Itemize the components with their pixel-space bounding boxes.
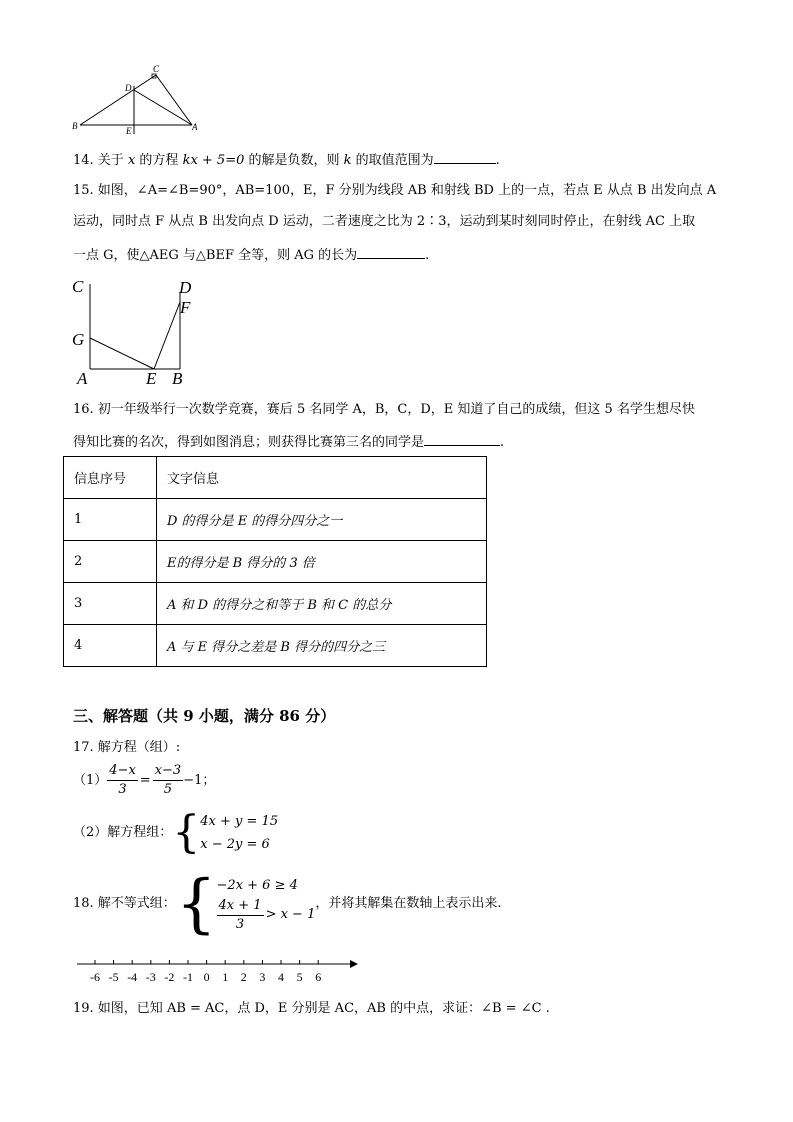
q14-mid: 的方程 <box>135 153 183 168</box>
q17-part2-label: （2）解方程组： <box>73 825 173 840</box>
number-line-tick-label: -6 <box>90 970 100 984</box>
q14-post2: 的取值范围为 <box>351 153 434 168</box>
segment-BC <box>80 75 156 125</box>
fraction-numerator: 4−x <box>107 762 138 781</box>
table-row <box>64 541 487 583</box>
table-cell: D 的得分是 E 的得分四分之一 <box>157 499 487 541</box>
q17-part1 <box>73 762 215 799</box>
q14-triangle-figure <box>68 62 208 140</box>
segment-GE <box>90 338 154 369</box>
number-line-tick-label: 1 <box>222 970 229 984</box>
inequality-2 <box>217 897 316 934</box>
q14-var-x: x <box>127 153 136 168</box>
number-line-tick-label: 6 <box>315 970 322 984</box>
number-line-tick-label: 5 <box>296 970 303 984</box>
label-E: E <box>126 126 132 136</box>
q17-fraction-2 <box>153 762 184 799</box>
equation-system <box>200 810 278 856</box>
inequality-1: −2x + 6 ≥ 4 <box>216 877 298 893</box>
table-row <box>64 583 487 625</box>
section-3-heading: 三、解答题（共 9 小题，满分 86 分） <box>73 707 336 725</box>
number-line-arrow <box>350 960 358 968</box>
equals-sign: = <box>139 772 151 788</box>
q16-line2-text: 得知比赛的名次，得到如图消息；则获得比赛第三名的同学是 <box>73 435 425 450</box>
q16-line1: 16. 初一年级举行一次数学竞赛，赛后 5 名同学 A，B，C，D，E 知道了自己的成绩，但这 5 名学生想尽快 <box>73 402 695 417</box>
label-B: B <box>172 369 183 388</box>
fraction-denominator: 3 <box>235 916 245 932</box>
q14-var-k: k <box>343 153 352 168</box>
q17-part2 <box>73 807 279 858</box>
q15-line3 <box>73 246 429 264</box>
q15-line1: 15. 如图，∠A=∠B=90°，AB=100，E，F 分别为线段 AB 和射线 BD 上的一点，若点 E 从点 B 出发向点 A <box>73 183 717 198</box>
q15-line2: 运动，同时点 F 从点 B 出发向点 D 运动，二者速度之比为 2∶3，运动到某时刻同时停止，在射线 AC 上取 <box>73 214 696 229</box>
q17-part1-tail: −1； <box>183 772 216 788</box>
table-row <box>64 625 487 667</box>
q14-answer-blank[interactable] <box>434 151 496 164</box>
label-C: C <box>153 64 160 74</box>
label-G: G <box>72 330 85 349</box>
fraction-numerator: 4x + 1 <box>217 897 264 916</box>
label-E: E <box>146 369 157 388</box>
q15-end: . <box>425 248 430 263</box>
number-line-tick-label: 4 <box>278 970 284 984</box>
segment-CA <box>156 75 192 125</box>
number-line-tick-label: -5 <box>108 970 119 984</box>
left-brace: { <box>175 867 217 941</box>
q18-fraction <box>217 897 264 934</box>
q16-answer-blank[interactable] <box>424 433 500 446</box>
q18 <box>73 867 502 941</box>
fraction-denominator: 3 <box>118 782 127 797</box>
q14-post: 的解是负数，则 <box>244 153 344 168</box>
table-row <box>64 499 487 541</box>
inequality-system <box>217 875 316 934</box>
label-D: D <box>125 83 132 93</box>
q16-end: . <box>500 435 505 450</box>
q16-line2 <box>73 433 504 451</box>
label-D: D <box>179 278 192 297</box>
q15-answer-blank[interactable] <box>357 246 425 259</box>
q14-pre: 14. 关于 <box>73 153 128 168</box>
system-equation-1: 4x + y = 15 <box>200 814 279 829</box>
segment-EF <box>154 302 180 369</box>
q18-tail: ，并将其解集在数轴上表示出来. <box>315 896 502 911</box>
table-cell: A 和 D 的得分之和等于 B 和 C 的总分 <box>157 583 487 625</box>
q15-figure <box>68 272 208 392</box>
table-cell: 3 <box>64 583 157 625</box>
segment-DA <box>134 90 192 125</box>
q17-part1-label: （1） <box>73 772 108 788</box>
number-line-tick-label: -4 <box>127 970 138 984</box>
q19-text: 19. 如图，已知 AB = AC，点 D，E 分别是 AC，AB 的中点，求证：∠B = ∠C . <box>73 1001 550 1016</box>
label-A: A <box>192 122 198 132</box>
number-line-tick-label: 2 <box>240 970 247 984</box>
label-B: B <box>72 121 78 131</box>
number-line-tick-label: 0 <box>203 970 210 984</box>
q17-fraction-1 <box>107 762 138 799</box>
number-line-tick-label: -1 <box>183 970 193 984</box>
q14-end: . <box>495 153 500 168</box>
q14-equation: kx + 5=0 <box>182 153 245 168</box>
table-header-cell: 文字信息 <box>157 457 487 499</box>
left-brace: { <box>172 807 201 858</box>
table-cell: 1 <box>64 499 157 541</box>
label-F: F <box>180 298 191 317</box>
number-line-tick-label: -3 <box>145 970 156 984</box>
label-C: C <box>72 277 84 296</box>
table-header-row <box>64 457 487 499</box>
table-cell: E的得分是 B 得分的 3 倍 <box>157 541 487 583</box>
q14-text <box>73 151 500 169</box>
q17-title: 17. 解方程（组）: <box>73 740 181 755</box>
label-A: A <box>77 369 88 388</box>
fraction-numerator: x−3 <box>153 762 184 781</box>
fraction-denominator: 5 <box>163 782 173 797</box>
inequality-2-rhs: > x − 1 <box>265 907 316 922</box>
info-table <box>63 456 487 667</box>
q15-line3-text: 一点 G，使△AEG 与△BEF 全等，则 AG 的长为 <box>73 248 358 263</box>
system-equation-2: x − 2y = 6 <box>200 837 270 852</box>
table-cell: A 与 E 得分之差是 B 得分的四分之三 <box>157 625 487 667</box>
number-line-tick-label: 3 <box>259 970 266 984</box>
table-header-cell: 信息序号 <box>64 457 157 499</box>
table-cell: 2 <box>64 541 157 583</box>
table-cell: 4 <box>64 625 157 667</box>
number-line <box>72 954 362 988</box>
number-line-tick-label: -2 <box>164 970 175 984</box>
q18-label: 18. 解不等式组： <box>73 896 176 911</box>
